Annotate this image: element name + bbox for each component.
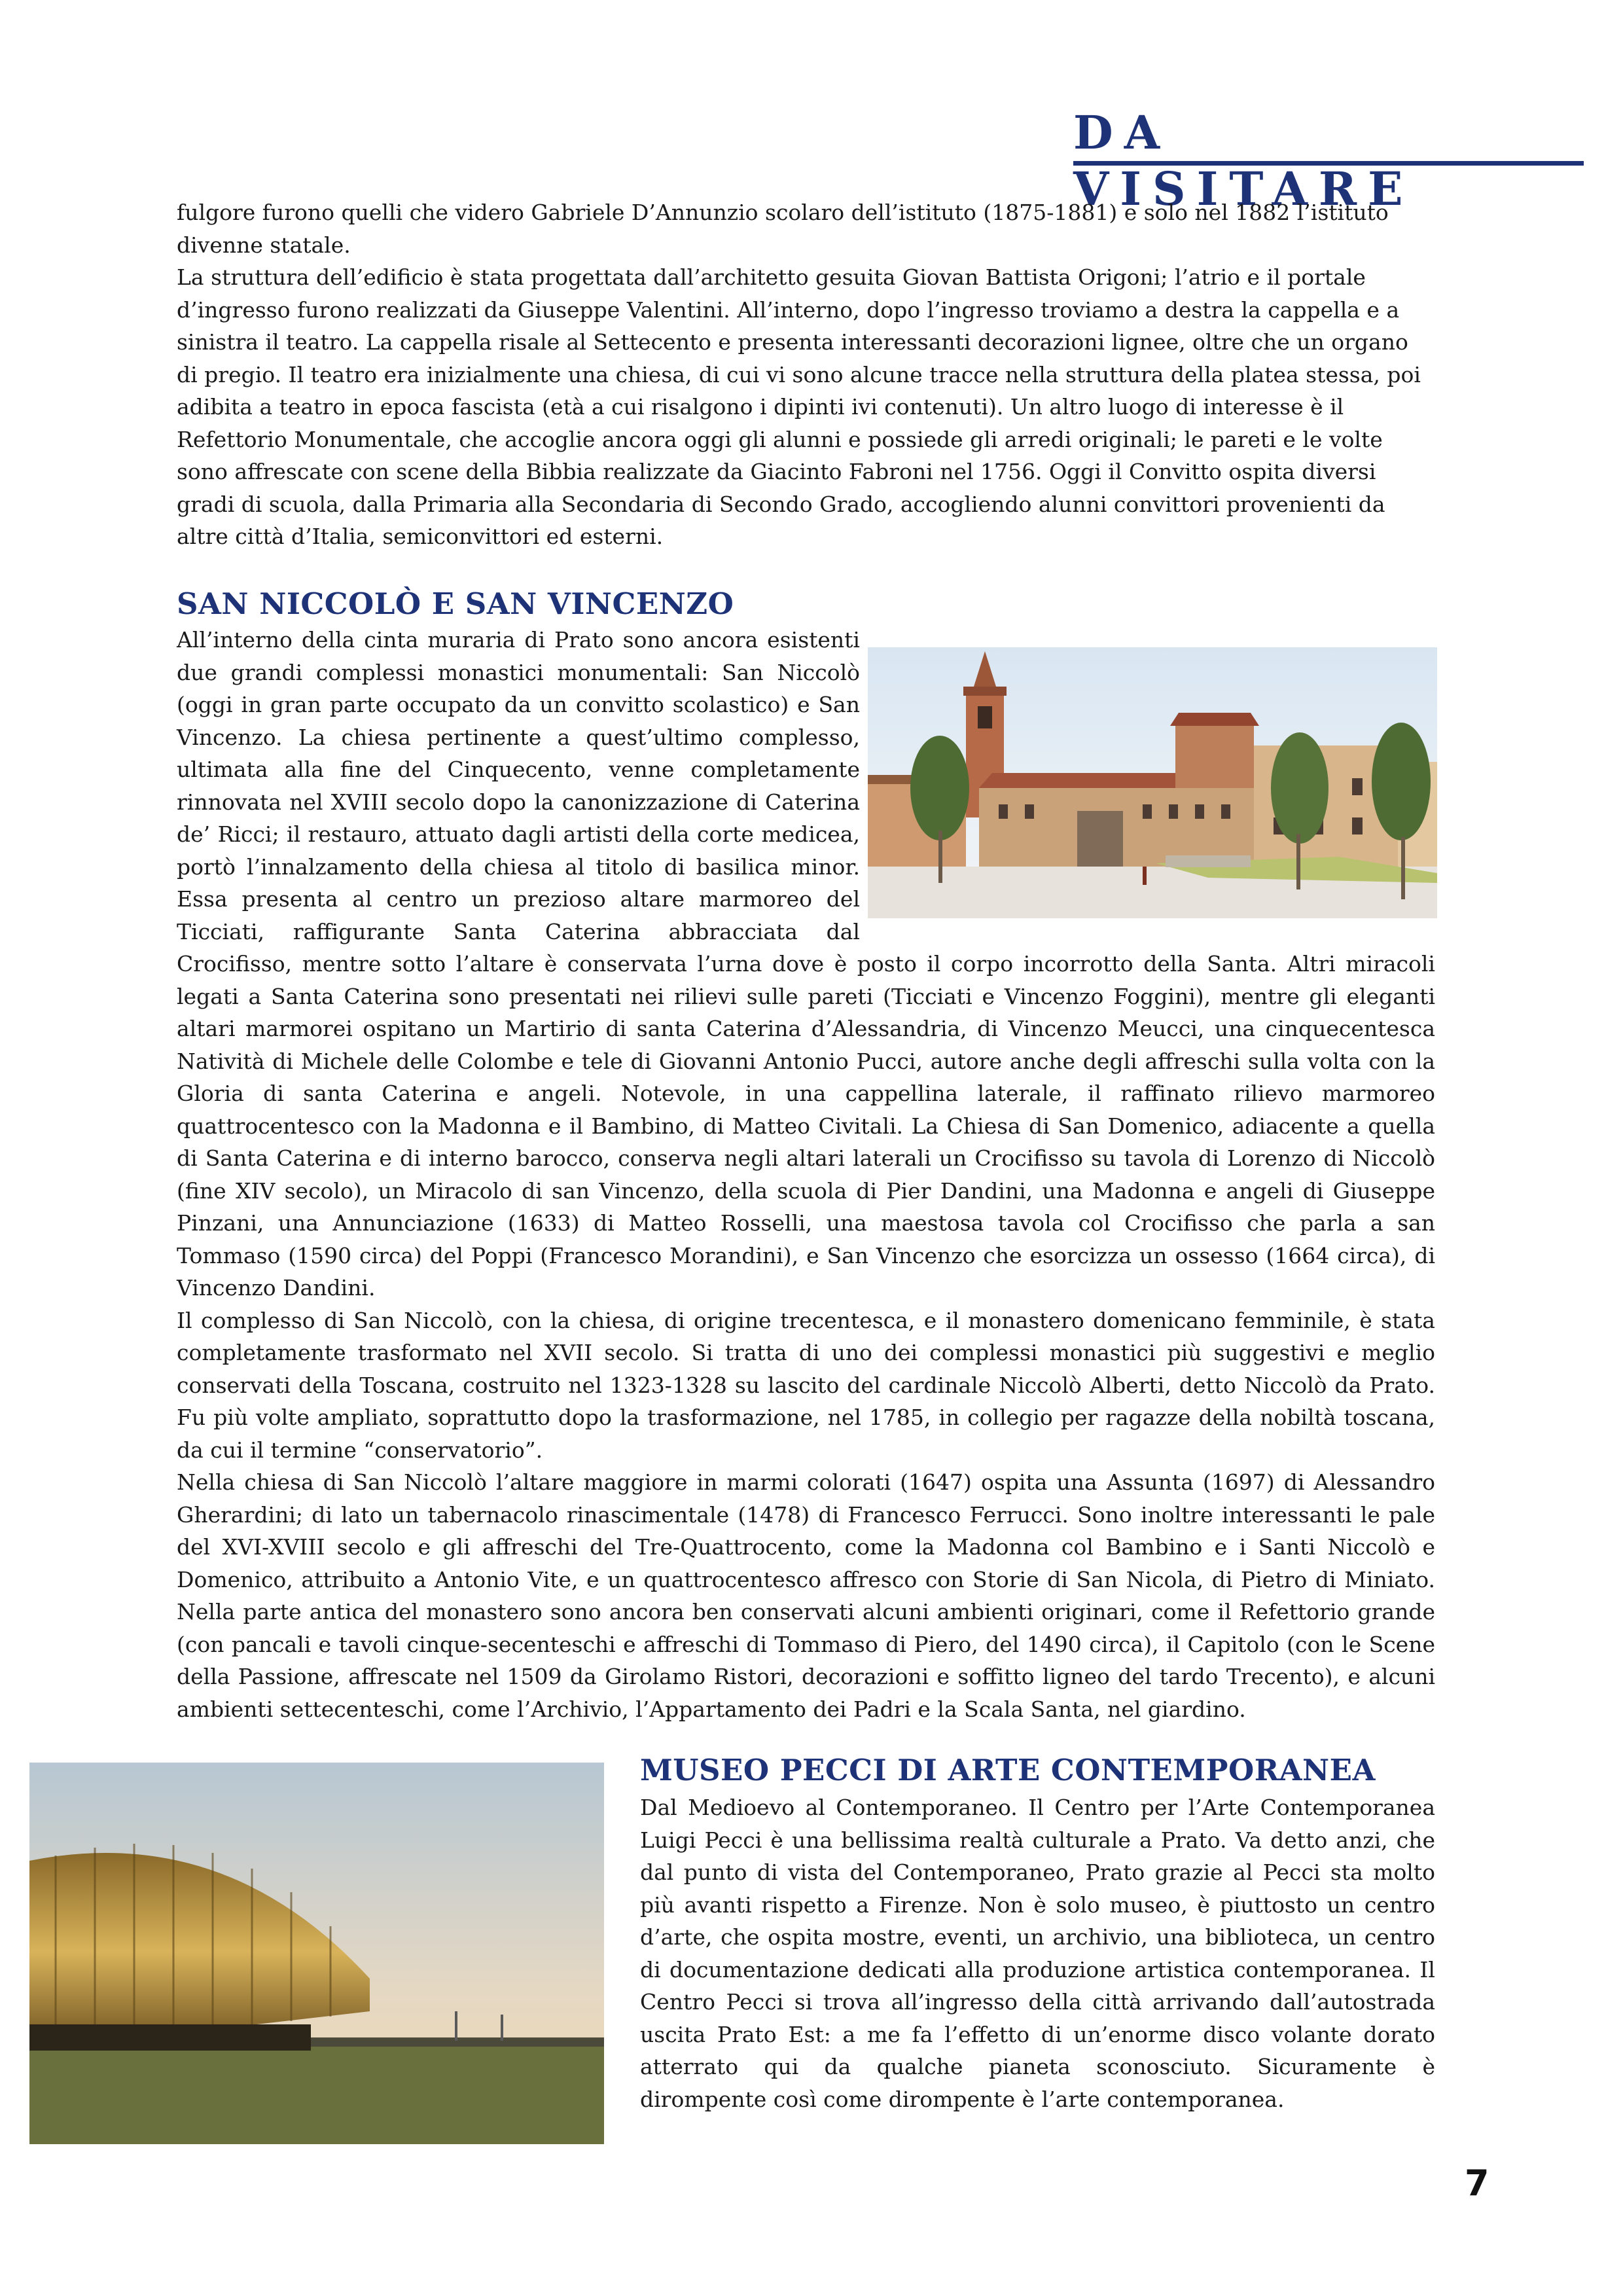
section-text-museo-pecci	[640, 1791, 1435, 2115]
section-paragraph: All’interno della cinta muraria di Prato sono ancora esistenti due grandi complessi monastici monumentali: San Niccolò (oggi in gran parte occupato da un convitto scolastico) e San Vincenzo. La chiesa pertinente a quest’ultimo complesso, ultimata alla fine del Cinquecento, venne completamente rinnovata nel XVIII secolo dopo la canonizzazione di Caterina de’ Ricci; il restauro, attuato dagli artisti della corte medicea, portò l’innalzamento della chiesa al titolo di basilica minor. Essa presenta al centro un prezioso altare marmoreo del Ticciati, raffigurante Santa Caterina abbracciata dal Crocifisso, mentre sotto l’altare è conservata l’urna dove è posto il corpo incorrotto della Santa. Altri miracoli legati a Santa Caterina sono presentati nei rilievi sulle pareti (Ticciati e Vincenzo Foggini), mentre gli eleganti altari marmorei ospitano un Martirio di santa Caterina d’Alessandria, di Vincenzo Meucci, una cinquecentesca Natività di Michele delle Colombe e tele di Giovanni Antonio Pucci, autore anche degli affreschi sulla volta con la Gloria di santa Caterina e angeli. Notevole, in una cappellina laterale, il raffinato rilievo marmoreo quattrocentesco con la Madonna e il Bambino, di Matteo Civitali. La Chiesa di San Domenico, adiacente a quella di Santa Caterina e di interno barocco, conserva negli altari laterali un Crocifisso su tavola di Lorenzo di Niccolò (fine XIV secolo), un Miracolo di san Vincenzo, della scuola di Pier Dandini, una Madonna e angeli di Giuseppe Pinzani, una Annunciazione (1633) di Matteo Rosselli, una maestosa tavola col Crocifisso che parla a san Tommaso (1590 circa) del Poppi (Francesco Morandini), e San Vincenzo che esorcizza un ossesso (1664 circa), di Vincenzo Dandini.	[177, 627, 1435, 1300]
section-heading-museo-pecci: MUSEO PECCI DI ARTE CONTEMPORANEA	[640, 1753, 1376, 1787]
section-title: DA VISITARE	[1073, 105, 1414, 216]
section-heading-san-niccolo: SAN NICCOLÒ E SAN VINCENZO	[177, 586, 734, 621]
monastery-photo	[868, 647, 1437, 918]
section-paragraph: Dal Medioevo al Contemporaneo. Il Centro per l’Arte Contemporanea Luigi Pecci è una bellissima realtà culturale a Prato. Va detto anzi, che dal punto di vista del Contemporaneo, Prato grazie al Pecci sta molto più avanti rispetto a Firenze. Non è solo museo, è piuttosto un centro d’arte, che ospita mostre, eventi, un archivio, una biblioteca, un centro di documentazione dedicati alla produzione artistica contemporanea. Il Centro Pecci si trova all’ingresso della città arrivando dall’autostrada uscita Prato Est: a me fa l’effetto di un’enorme disco volante dorato atterrato qui da qualche pianeta sconosciuto. Sicuramente è dirompente così come dirompente è l’arte contemporanea.	[640, 1795, 1435, 2112]
page-header	[1073, 105, 1584, 216]
section-paragraph: Il complesso di San Niccolò, con la chiesa, di origine trecentesca, e il monastero domenicano femminile, è stata completamente trasformato nel XVII secolo. Si tratta di uno dei complessi monastici più suggestivi e meglio conservati della Toscana, costruito nel 1323-1328 su lascito del cardinale Niccolò Alberti, detto Niccolò da Prato. Fu più volte ampliato, soprattutto dopo la trasformazione, nel 1785, in collegio per ragazze della nobiltà toscana, da cui il termine “conservatorio”.	[177, 1307, 1435, 1463]
page-number: 7	[1465, 2162, 1489, 2204]
intro-text	[177, 196, 1435, 553]
intro-paragraph: La struttura dell’edificio è stata progettata dall’architetto gesuita Giovan Battista Origoni; l’atrio e il portale d’ingresso furono realizzati da Giuseppe Valentini. All’interno, dopo l’ingresso troviamo a destra la cappella e a sinistra il teatro. La cappella risale al Settecento e presenta interessanti decorazioni lignee, oltre che un organo di pregio. Il teatro era inizialmente una chiesa, di cui vi sono alcune tracce nella struttura della platea stessa, poi adibita a teatro in epoca fascista (età a cui risalgono i dipinti ivi contenuti). Un altro luogo di interesse è il Refettorio Monumentale, che accoglie ancora oggi gli alunni e possiede gli arredi originali; le pareti e le volte sono affrescate con scene della Bibbia realizzate da Giacinto Fabroni nel 1756. Oggi il Convitto ospita diversi gradi di scuola, dalla Primaria alla Secondaria di Secondo Grado, accogliendo alunni convittori provenienti da altre città d’Italia, semiconvittori ed esterni.	[177, 264, 1421, 549]
museum-pecci-photo	[29, 1763, 604, 2144]
section-paragraph: Nella chiesa di San Niccolò l’altare maggiore in marmi colorati (1647) ospita una Assunta (1697) di Alessandro Gherardini; di lato un tabernacolo rinascimentale (1478) di Francesco Ferrucci. Sono inoltre interessanti le pale del XVI-XVIII secolo e gli affreschi del Tre-Quattrocento, come la Madonna col Bambino e i Santi Niccolò e Domenico, attribuito a Antonio Vite, e un quattrocentesco affresco con Storie di San Nicola, di Pietro di Miniato. Nella parte antica del monastero sono ancora ben conservati alcuni ambienti originari, come il Refettorio grande (con pancali e tavoli cinque-secenteschi e affreschi di Tommaso di Piero, del 1490 circa), il Capitolo (con le Scene della Passione, affrescate nel 1509 da Girolamo Ristori, decorazioni e soffitto ligneo del tardo Trecento), e alcuni ambienti settecenteschi, come l’Archivio, l’Appartamento dei Padri e la Scala Santa, nel giardino.	[177, 1469, 1435, 1722]
section-text-san-niccolo	[177, 624, 1435, 1725]
intro-paragraph: fulgore furono quelli che videro Gabriele D’Annunzio scolaro dell’istituto (1875-1881) e solo nel 1882 l’istituto divenne statale.	[177, 200, 1389, 258]
